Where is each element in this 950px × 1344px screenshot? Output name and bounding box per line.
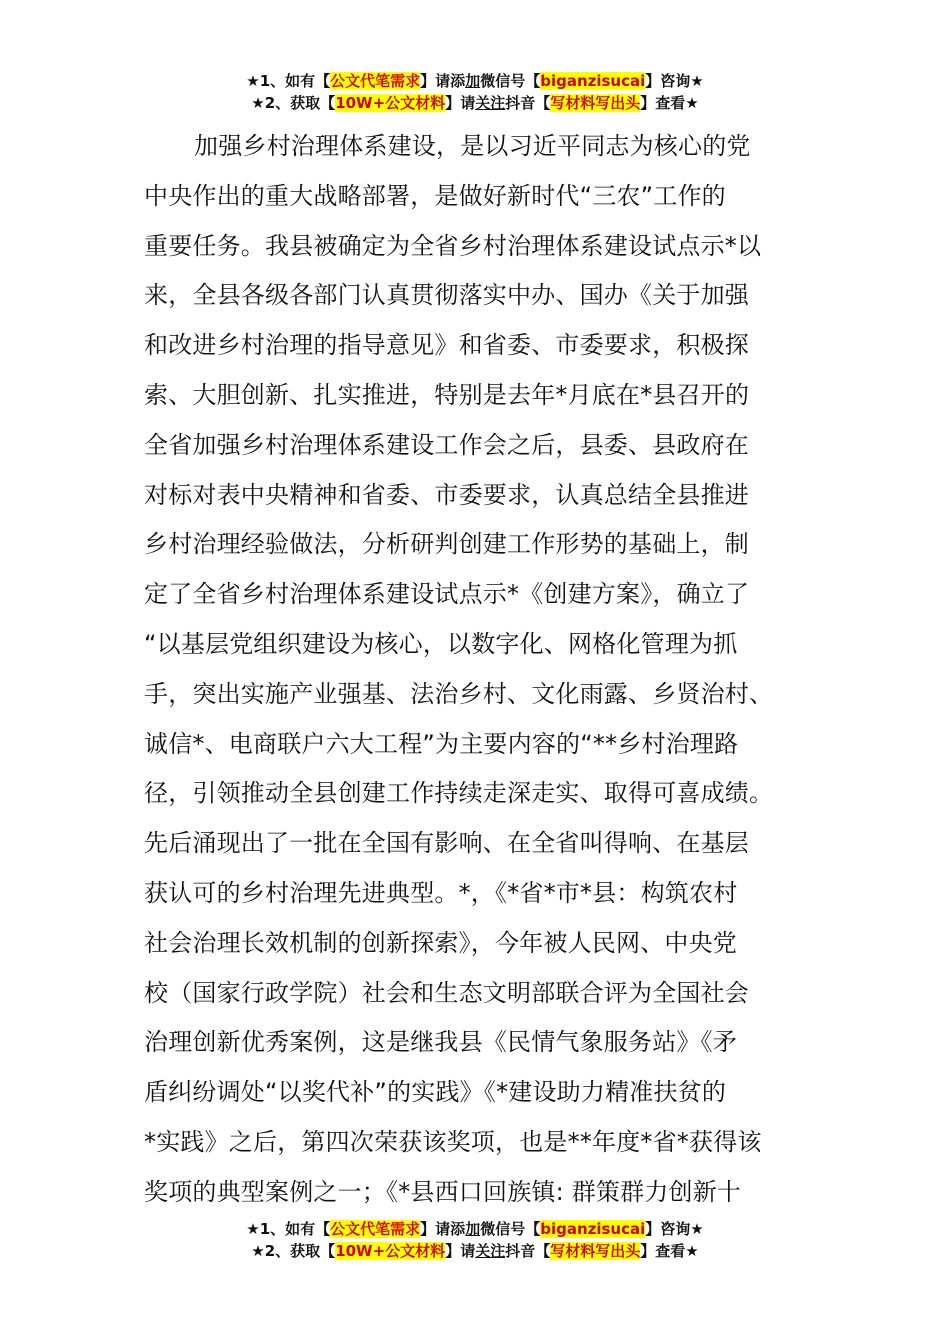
banner-text: 】请添 <box>420 72 466 90</box>
banner-text: 抖音【 <box>505 1242 551 1260</box>
banner-text: 】咨询★ <box>645 1220 704 1238</box>
highlight-materials: 10W+公文材料 <box>335 1242 446 1260</box>
highlight-wechat-id: biganzisucai <box>540 1220 646 1238</box>
paragraph-line: 定了全省乡村治理体系建设试点示*《创建方案》，确立了 <box>144 580 750 609</box>
banner-text: 】请 <box>445 1242 476 1260</box>
banner-text: 】查看★ <box>640 94 699 112</box>
paragraph-line: 奖项的典型案例之一；《*县西口回族镇: 群策群力创新十 <box>144 1177 742 1206</box>
highlight-wechat-id: biganzisucai <box>540 72 646 90</box>
paragraph-line: 加强乡村治理体系建设，是以习近平同志为核心的党 <box>194 132 751 160</box>
banner-text: 】查看★ <box>640 1242 699 1260</box>
paragraph-line: 全省加强乡村治理体系建设工作会之后，县委、县政府在 <box>144 430 749 459</box>
paragraph-line: 乡村治理经验做法，分析研判创建工作形势的基础上，制 <box>144 530 749 559</box>
paragraph-line: 社会治理长效机制的创新探索》，今年被人民网、中央党 <box>144 928 737 957</box>
paragraph-line: 和改进乡村治理的指导意见》和省委、市委要求，积极探 <box>144 331 749 360</box>
paragraph-line: 治理创新优秀案例，这是继我县《民情气象服务站》《矛 <box>144 1028 737 1057</box>
paragraph-line: 重要任务。我县被确定为全省乡村治理体系建设试点示*以 <box>144 231 762 260</box>
paragraph-line: 先后涌现出了一批在全国有影响、在全省叫得响、在基层 <box>144 829 749 858</box>
paragraph-line: *实践》之后，第四次荣获该奖项，也是**年度*省*获得该 <box>144 1127 762 1156</box>
banner-underlined-text: 关注 <box>475 94 506 112</box>
banner-underlined-text: 关注 <box>475 1242 506 1260</box>
banner-line-1 <box>0 1218 950 1240</box>
banner-text: 抖音【 <box>505 94 551 112</box>
paragraph-line: 中央作出的重大战略部署，是做好新时代“三农”工作的 <box>144 181 726 210</box>
banner-text: 】请添 <box>420 1220 466 1238</box>
banner-text: 微信号【 <box>480 72 541 90</box>
document-body <box>144 122 800 1218</box>
banner-underlined-text: 加 <box>465 72 481 90</box>
banner-text: 】咨询★ <box>645 72 704 90</box>
banner-text: ★1、如有【 <box>246 1220 331 1238</box>
highlight-materials: 10W+公文材料 <box>335 94 446 112</box>
paragraph-line: 盾纠纷调处“以奖代补”的实践》《*建设助力精准扶贫的 <box>144 1078 727 1107</box>
banner-line-1 <box>0 70 950 92</box>
header-banner <box>0 70 950 114</box>
highlight-ghostwriting: 公文代笔需求 <box>330 72 421 90</box>
banner-text: 】请 <box>445 94 476 112</box>
paragraph-line: 索、大胆创新、扎实推进，特别是去年*月底在*县召开的 <box>144 380 750 409</box>
paragraph-line: “以基层党组织建设为核心，以数字化、网格化管理为抓 <box>144 629 738 658</box>
highlight-ghostwriting: 公文代笔需求 <box>330 1220 421 1238</box>
banner-line-2 <box>0 1240 950 1262</box>
paragraph-line: 获认可的乡村治理先进典型。*，《*省*市*县：构筑农村 <box>144 878 738 907</box>
banner-underlined-text: 加 <box>465 1220 481 1238</box>
paragraph-line: 手，突出实施产业强基、法治乡村、文化雨露、乡贤治村、 <box>144 679 774 708</box>
paragraph-line: 径，引领推动全县创建工作持续走深走实、取得可喜成绩。 <box>144 779 774 808</box>
paragraph-line: 校（国家行政学院）社会和生态文明部联合评为全国社会 <box>144 978 749 1007</box>
paragraph-line: 来，全县各级各部门认真贯彻落实中办、国办《关于加强 <box>144 281 749 310</box>
highlight-douyin-account: 写材料写出头 <box>550 1242 641 1260</box>
banner-text: ★2、获取【 <box>251 94 336 112</box>
paragraph-line: 诚信*、电商联户六大工程”为主要内容的“**乡村治理路 <box>144 729 739 758</box>
banner-text: ★1、如有【 <box>246 72 331 90</box>
banner-text: 微信号【 <box>480 1220 541 1238</box>
banner-text: ★2、获取【 <box>251 1242 336 1260</box>
banner-line-2 <box>0 92 950 114</box>
highlight-douyin-account: 写材料写出头 <box>550 94 641 112</box>
footer-banner <box>0 1218 950 1262</box>
paragraph-line: 对标对表中央精神和省委、市委要求，认真总结全县推进 <box>144 480 749 509</box>
